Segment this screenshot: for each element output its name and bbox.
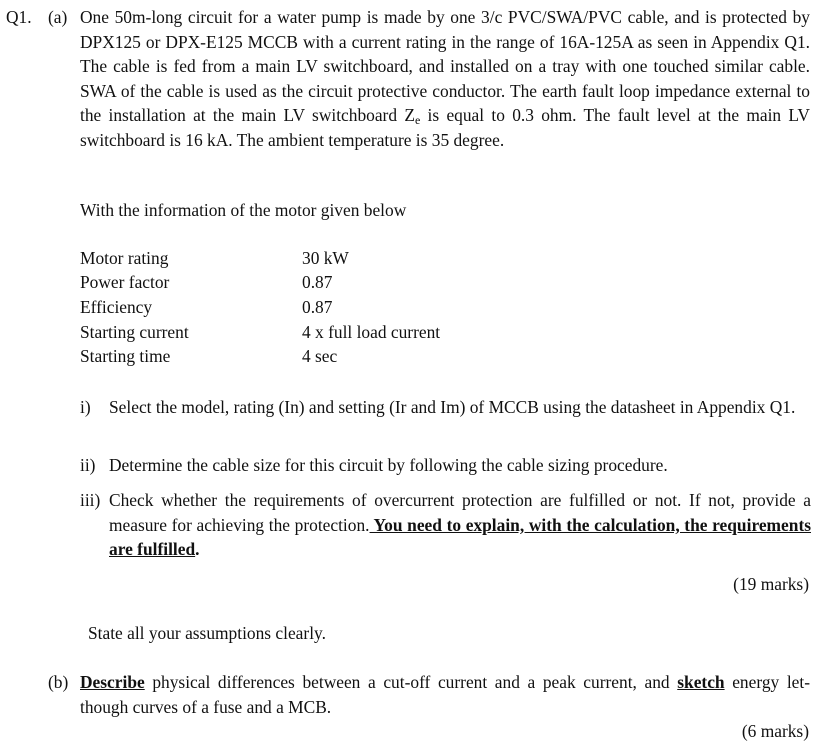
part-a-text-2: is equal to 0.3 ohm. The fault level at the main LV switchboard is 16 kA. The ambient temperature is 35 degree. bbox=[80, 105, 810, 150]
spec-value: 30 kW bbox=[302, 248, 349, 268]
verb-sketch: sketch bbox=[677, 672, 725, 692]
item-number: i) bbox=[80, 397, 91, 417]
assumptions-note: State all your assumptions clearly. bbox=[88, 623, 326, 643]
part-b-text-2: energy let-though curves of a fuse and a MCB. bbox=[80, 672, 810, 717]
spec-row bbox=[80, 246, 680, 271]
spec-value: 4 x full load current bbox=[302, 322, 441, 342]
part-b-paragraph bbox=[80, 670, 810, 719]
part-a-text-1: One 50m-long circuit for a water pump is made by one 3/c PVC/SWA/PVC cable, and is protected by DPX125 or DPX-E125 MCCB with a current rating in the range of 16A-125A as seen in Appendix Q1. The cable is fed from a main LV switchboard, and installed on a tray with one touched similar cable. SWA of the cable is used as the circuit protective conductor. The earth fault loop impedance external to the installation at the main LV switchboard Z bbox=[80, 7, 810, 126]
motor-info-intro: With the information of the motor given below bbox=[80, 200, 407, 220]
spec-value: 4 sec bbox=[302, 346, 338, 366]
spec-row bbox=[80, 320, 680, 345]
spec-name: Power factor bbox=[80, 272, 170, 292]
spec-name: Motor rating bbox=[80, 248, 169, 268]
spec-row bbox=[80, 295, 680, 320]
spec-name: Starting time bbox=[80, 346, 171, 366]
spec-row bbox=[80, 270, 680, 295]
spec-row bbox=[80, 344, 680, 369]
spec-value: 0.87 bbox=[302, 272, 333, 292]
part-a-paragraph bbox=[80, 5, 810, 153]
emphasis-text: You need to explain, with the calculation, the requirements are fulfilled bbox=[109, 514, 811, 560]
ze-subscript: e bbox=[414, 113, 421, 128]
part-a-marks: (19 marks) bbox=[733, 574, 809, 594]
item-number: iii) bbox=[80, 490, 101, 510]
part-a-label: (a) bbox=[48, 7, 68, 27]
item-text-main: Check whether the requirements of overcurrent protection are fulfilled or not. If not, provide a measure for achieving the protection. bbox=[109, 490, 811, 535]
part-b-text-1: physical differences between a cut-off current and a peak current, and bbox=[144, 672, 678, 692]
spec-name: Efficiency bbox=[80, 297, 153, 317]
item-text bbox=[109, 488, 811, 562]
spec-name: Starting current bbox=[80, 322, 189, 342]
spec-value: 0.87 bbox=[302, 297, 333, 317]
question-number: Q1. bbox=[6, 7, 32, 27]
part-b-label: (b) bbox=[48, 672, 69, 692]
verb-describe: Describe bbox=[80, 672, 145, 692]
item-text: Determine the cable size for this circuit by following the cable sizing procedure. bbox=[109, 455, 668, 475]
item-number: ii) bbox=[80, 455, 96, 475]
part-b-marks: (6 marks) bbox=[741, 721, 809, 741]
item-text: Select the model, rating (In) and setting (Ir and Im) of MCCB using the datasheet in Appendix Q1. bbox=[109, 397, 796, 417]
item-text-end: . bbox=[195, 539, 200, 560]
